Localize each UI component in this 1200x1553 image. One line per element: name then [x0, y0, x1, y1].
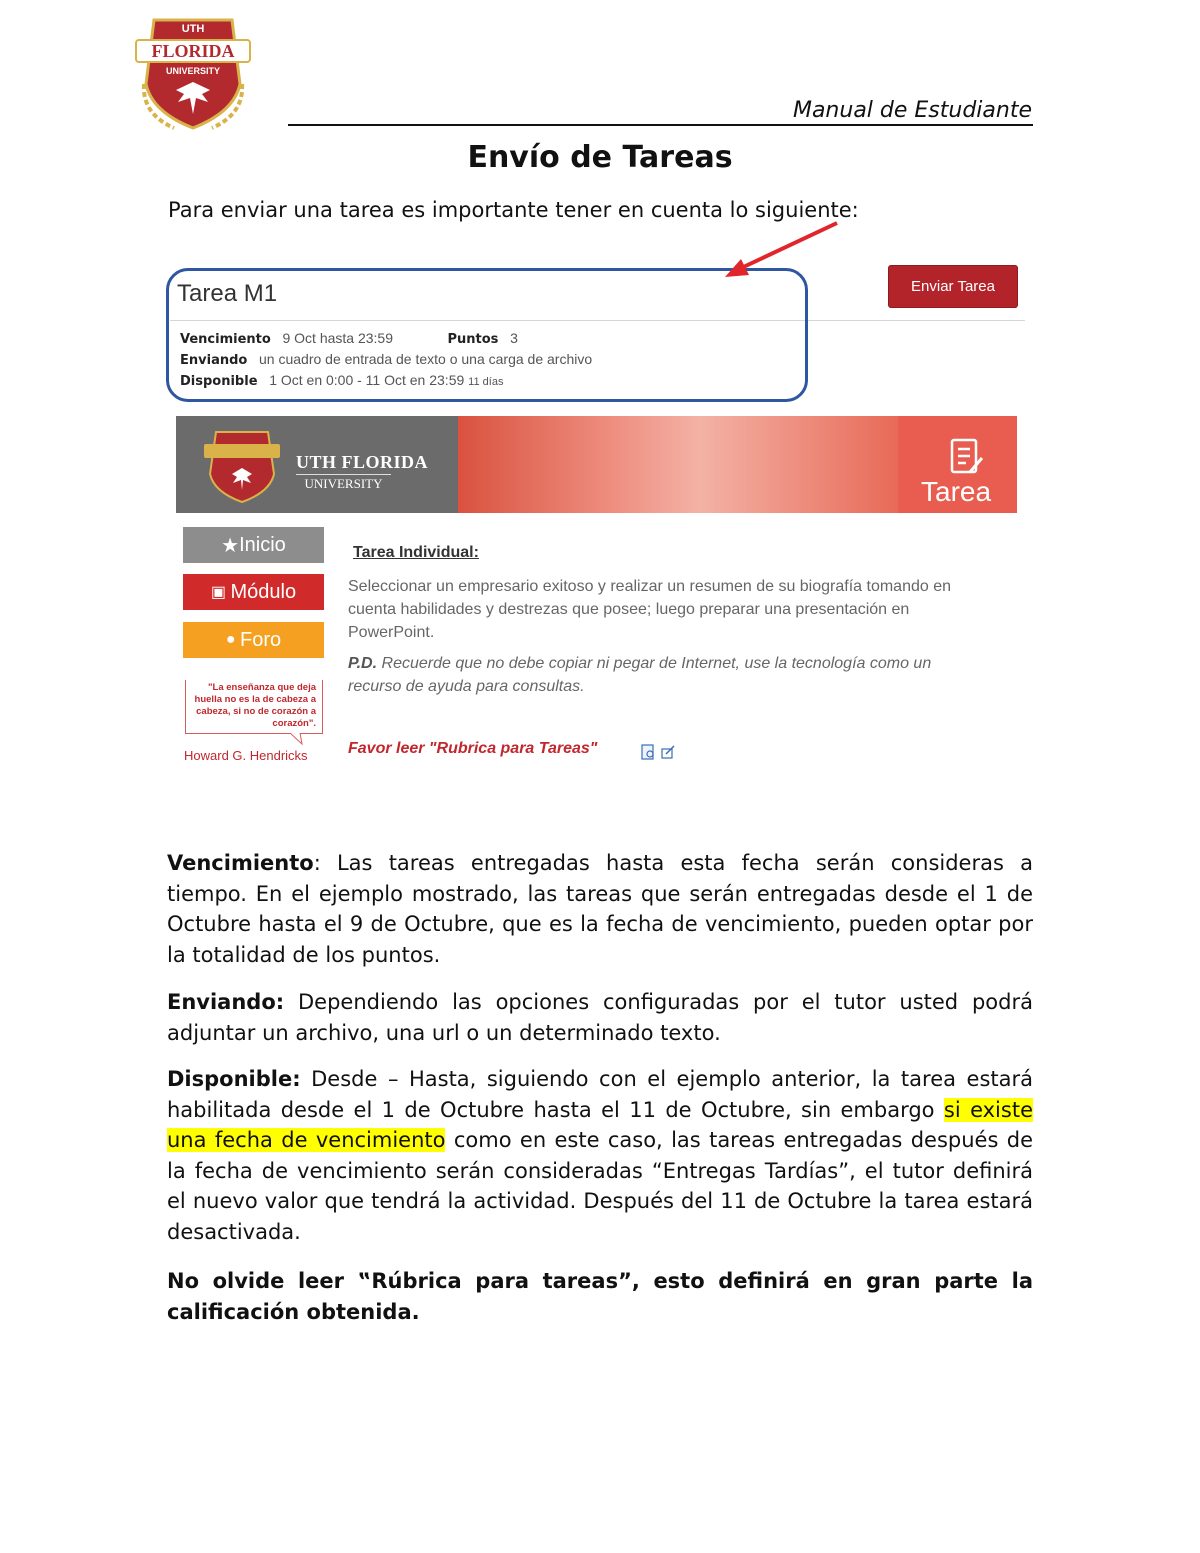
p3-text-a: Desde – Hasta, siguiendo con el ejemplo anterior, la tarea estará habilitada desde el 1 de Octubre hasta el 11 de Octubre, sin embargo [167, 1067, 1033, 1122]
p3-label: Disponible: [167, 1067, 301, 1091]
quote-author: Howard G. Hendricks [184, 748, 308, 763]
paragraph-rubric-reminder: No olvide leer ‟Rúbrica para tareas”, esto definirá en gran parte la calificación obtenida. [167, 1269, 1033, 1324]
logo-sub-text: UNIVERSITY [165, 66, 221, 76]
menu-modulo-button[interactable] [183, 574, 324, 610]
banner-section-title: Tarea [921, 476, 992, 507]
paragraph-enviando [167, 987, 1033, 1048]
points-value: 3 [510, 330, 518, 346]
banner-logo [202, 428, 282, 504]
uth-florida-logo [134, 14, 252, 132]
banner-name: UTH FLORIDA [296, 452, 429, 472]
due-value: 9 Oct hasta 23:59 [282, 330, 394, 346]
banner-sub: UNIVERSITY [296, 474, 391, 492]
p2-text: Dependiendo las opciones configuradas por el tutor usted podrá adjuntar un archivo, una url o un determinado texto. [167, 990, 1033, 1045]
book-icon: ▣ [210, 584, 231, 601]
available-days: 11 días [468, 376, 504, 388]
logo-main-text: FLORIDA [151, 41, 235, 61]
p2-label: Enviando: [167, 990, 285, 1014]
p1-text: : Las tareas entregadas hasta esta fecha serán consideras a tiempo. En el ejemplo mostrado, las tareas que serán entregadas desde el 1 de Octubre hasta el 9 de Octubre, que es la fecha de vencimiento, pueden optar por la totalidad de los puntos. [167, 851, 1033, 967]
chat-icon: ● [225, 631, 240, 648]
quote-tail-icon [290, 733, 304, 745]
p3-text-b: como en este caso, las tareas entregadas después de la fecha de vencimiento serán consideradas “Entregas Tardías”, el tutor definirá el nuevo valor que tendrá la actividad. Después del 11 de Octubre la tarea estará desactivada. [167, 1128, 1033, 1244]
menu-foro-button[interactable] [183, 622, 324, 658]
menu-inicio-label: Inicio [239, 533, 286, 556]
pd-text: Recuerde que no debe copiar ni pegar de Internet, use la tecnología como un recurso de ayuda para consultas. [348, 655, 932, 695]
course-banner [176, 416, 1017, 513]
rubric-link[interactable]: Favor leer "Rubrica para Tareas" [348, 740, 598, 757]
task-heading: Tarea Individual: [353, 544, 479, 561]
manual-label: Manual de Estudiante [792, 98, 1032, 123]
submitting-label: Enviando [180, 353, 248, 368]
star-icon: ★ [221, 534, 240, 557]
banner-grey-panel [176, 416, 458, 513]
page-title: Envío de Tareas [467, 140, 733, 175]
header-rule [288, 124, 1033, 126]
due-label: Vencimiento [180, 332, 271, 347]
assignment-title: Tarea M1 [177, 280, 278, 307]
points-label: Puntos [447, 332, 499, 347]
task-description: Seleccionar un empresario exitoso y realizar un resumen de su biografía tomando en cuenta habilidades y destrezas que posee; luego preparar una presentación en PowerPoint. [348, 578, 951, 641]
available-value: 1 Oct en 0:00 - 11 Oct en 23:59 [269, 372, 465, 388]
banner-photo [458, 416, 898, 513]
red-arrow-icon [715, 215, 845, 285]
intro-text: Para enviar una tarea es importante tener en cuenta lo siguiente: [168, 198, 859, 222]
send-assignment-button[interactable]: Enviar Tarea [888, 265, 1018, 308]
logo-top-text: UTH [181, 23, 205, 35]
highlight-box [166, 268, 808, 402]
quote-box: "La enseñanza que deja huella no es la de cabeza a cabeza, si no de corazón a corazón". [185, 680, 323, 734]
document-icon [948, 438, 986, 476]
submitting-value: un cuadro de entrada de texto o una carga de archivo [259, 351, 593, 367]
attachment-external-icon[interactable] [641, 744, 677, 760]
pd-label: P.D. [348, 655, 378, 672]
p1-label: Vencimiento [167, 851, 314, 875]
menu-foro-label: Foro [239, 628, 282, 651]
menu-modulo-label: Módulo [230, 580, 297, 603]
available-label: Disponible [180, 374, 258, 389]
paragraph-disponible [167, 1064, 1033, 1247]
task-pd [348, 652, 968, 698]
p3-highlight: si existe una fecha de vencimiento [167, 1097, 1033, 1152]
menu-inicio-button[interactable] [183, 527, 324, 563]
paragraph-vencimiento [167, 848, 1033, 970]
